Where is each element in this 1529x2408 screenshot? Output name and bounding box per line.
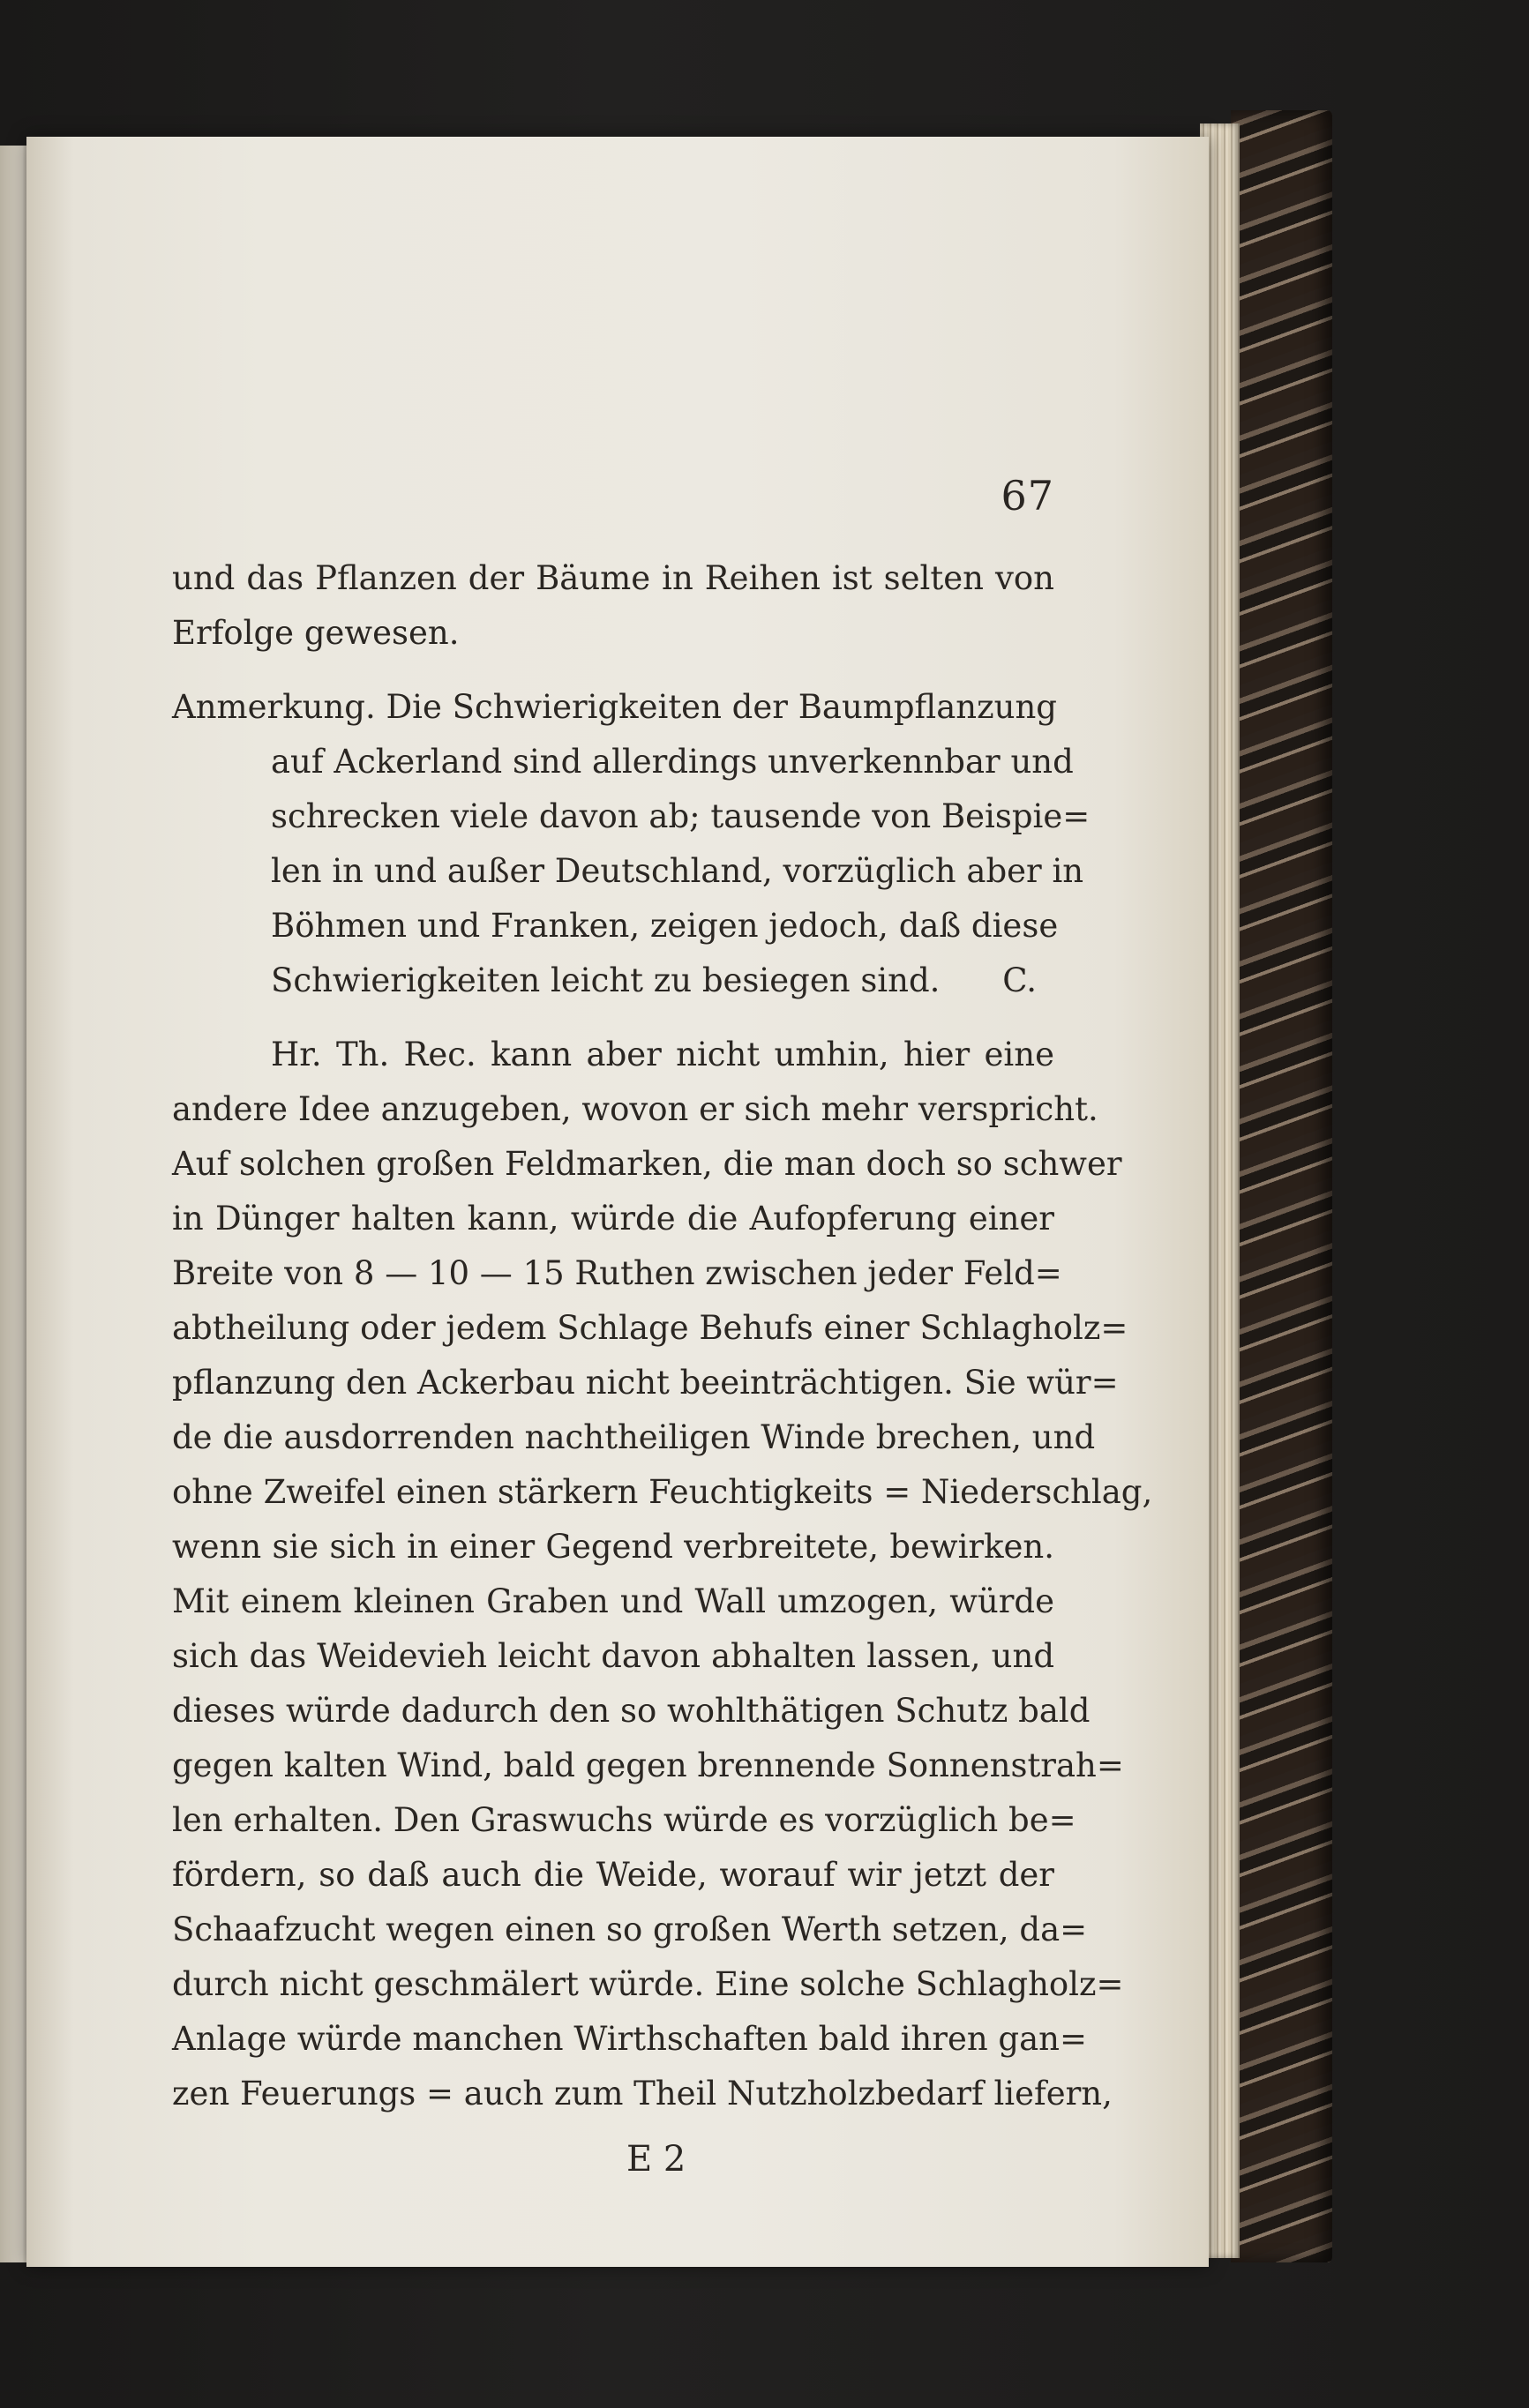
text-line: dieses würde dadurch den so wohlthätigen Schutz bald xyxy=(172,1692,1091,1730)
printer-signature: E 2 xyxy=(626,2139,686,2180)
note-first-line: Anmerkung. Die Schwierigkeiten der Baumpflanzung xyxy=(172,688,1057,726)
text-line: wenn sie sich in einer Gegend verbreitete, bewirken. xyxy=(172,1528,1054,1566)
note-line: auf Ackerland sind allerdings unverkennbar und xyxy=(271,743,1074,781)
text-line: Breite von 8 — 10 — 15 Ruthen zwischen jeder Feld= xyxy=(172,1254,1062,1292)
text-line: fördern, so daß auch die Weide, worauf wir jetzt der xyxy=(172,1856,1054,1894)
text-line: durch nicht geschmälert würde. Eine solche Schlagholz= xyxy=(172,1965,1124,2003)
text-line: zen Feuerungs = auch zum Theil Nutzholzbedarf liefern, xyxy=(172,2075,1113,2113)
page-number: 67 xyxy=(1001,472,1054,520)
text-line: pflanzung den Ackerbau nicht beeinträchtigen. Sie wür= xyxy=(172,1364,1119,1402)
text-line: Auf solchen großen Feldmarken, die man doch so schwer xyxy=(172,1145,1122,1183)
note-last-text: Schwierigkeiten leicht zu besiegen sind. xyxy=(271,961,941,999)
body-text xyxy=(172,551,1153,2121)
text-line: Erfolge gewesen. xyxy=(172,614,460,652)
text-line: abtheilung oder jedem Schlage Behufs einer Schlagholz= xyxy=(172,1309,1128,1347)
marbled-cover xyxy=(1231,110,1332,2262)
text-line: und das Pflanzen der Bäume in Reihen ist selten von xyxy=(172,559,1054,597)
text-line: sich das Weidevieh leicht davon abhalten lassen, und xyxy=(172,1637,1054,1675)
text-line: Anlage würde manchen Wirthschaften bald ihren gan= xyxy=(172,2020,1088,2058)
text-line: andere Idee anzugeben, wovon er sich mehr verspricht. xyxy=(172,1090,1098,1128)
text-line: in Dünger halten kann, würde die Aufopferung einer xyxy=(172,1200,1054,1238)
note-signature: C. xyxy=(1002,961,1037,999)
note-last-line xyxy=(172,953,1054,1008)
note-line: len in und außer Deutschland, vorzüglich aber in xyxy=(271,852,1084,890)
text-line: Mit einem kleinen Graben und Wall umzogen, würde xyxy=(172,1582,1054,1620)
text-line: de die ausdorrenden nachtheiligen Winde brechen, und xyxy=(172,1418,1096,1456)
paragraph-first-line: Hr. Th. Rec. kann aber nicht umhin, hier eine xyxy=(271,1036,1054,1073)
text-line: Schaafzucht wegen einen so großen Werth setzen, da= xyxy=(172,1911,1088,1948)
note-line: schrecken viele davon ab; tausende von Beispie= xyxy=(271,797,1091,835)
text-line: ohne Zweifel einen stärkern Feuchtigkeits = Niederschlag, xyxy=(172,1473,1153,1511)
text-line: len erhalten. Den Graswuchs würde es vorzüglich be= xyxy=(172,1801,1076,1839)
text-line: gegen kalten Wind, bald gegen brennende Sonnenstrah= xyxy=(172,1746,1124,1784)
book-page xyxy=(26,137,1209,2267)
note-line: Böhmen und Franken, zeigen jedoch, daß diese xyxy=(271,907,1059,945)
